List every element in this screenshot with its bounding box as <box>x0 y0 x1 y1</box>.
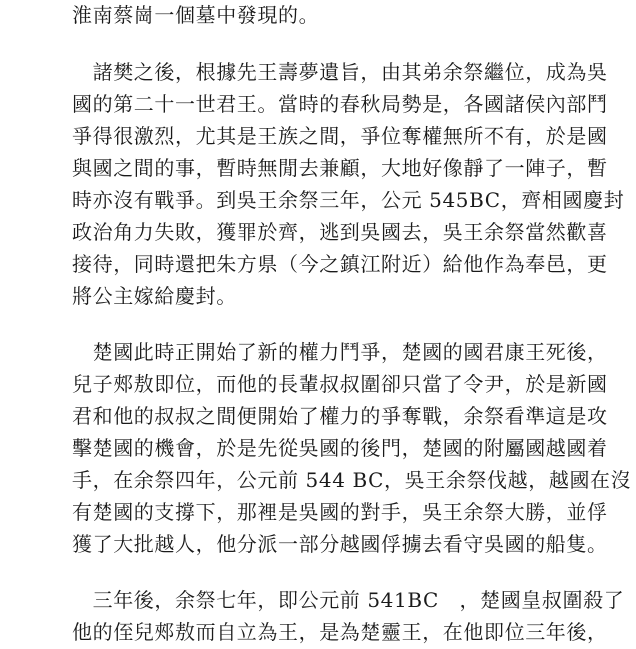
text-line: 政治角力失敗，獲罪於齊，逃到吳國去，吳王余祭當然歡喜 <box>72 220 608 244</box>
text-line: 與國之間的事，暫時無閒去兼顧，大地好像靜了一陣子，暫 <box>72 156 608 180</box>
text-line: 獲了大批越人，他分派一部分越國俘擄去看守吳國的船隻。 <box>72 532 608 556</box>
text-line: 三年後，余祭七年，即公元前 541BC ，楚國皇叔圍殺了 <box>72 588 625 612</box>
text-line: 時亦沒有戰爭。到吳王余祭三年，公元 545BC，齊相國慶封 <box>72 188 625 212</box>
text-line: 他的侄兒郟敖而自立為王，是為楚靈王，在他即位三年後， <box>72 620 608 644</box>
text-line: 淮南蔡崗一個墓中發現的。 <box>72 3 320 27</box>
text-line: 國的第二十一世君王。當時的春秋局勢是，各國諸侯內部鬥 <box>72 92 608 116</box>
text-line: 諸樊之後，根據先王壽夢遺旨，由其弟余祭繼位，成為吳 <box>72 60 608 84</box>
text-line: 爭得很激烈，尤其是王族之間，爭位奪權無所不有，於是國 <box>72 124 608 148</box>
text-line: 手，在余祭四年，公元前 544 BC，吳王余祭伐越，越國在沒 <box>72 468 632 492</box>
text-line: 兒子郟敖即位，而他的長輩叔叔圍卻只當了令尹，於是新國 <box>72 372 608 396</box>
text-line: 擊楚國的機會，於是先從吳國的後門，楚國的附屬國越國着 <box>72 436 608 460</box>
text-line: 接待，同時還把朱方県（今之鎮江附近）給他作為奉邑，更 <box>72 252 608 276</box>
text-line: 君和他的叔叔之間便開始了權力的爭奪戰，余祭看準這是攻 <box>72 404 608 428</box>
text-line: 楚國此時正開始了新的權力鬥爭，楚國的國君康王死後， <box>72 340 608 364</box>
text-line: 將公主嫁給慶封。 <box>72 284 237 308</box>
text-line: 有楚國的支撐下，那裡是吳國的對手，吳王余祭大勝，並俘 <box>72 500 608 524</box>
